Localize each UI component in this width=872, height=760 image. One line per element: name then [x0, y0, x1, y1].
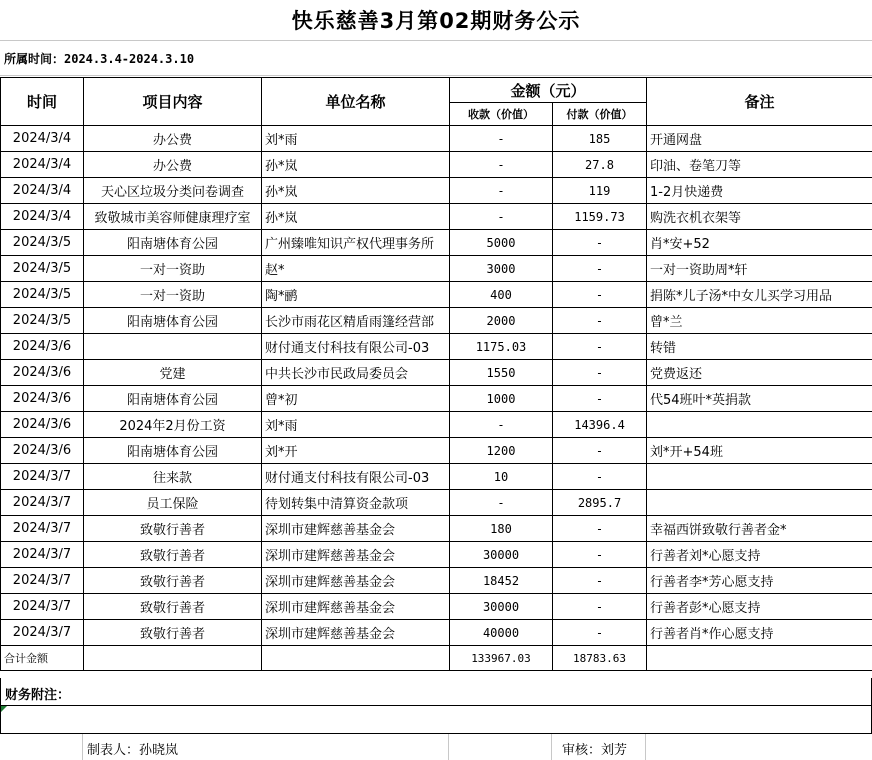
period-label: 所属时间：2024.3.4-2024.3.10 — [4, 52, 195, 66]
cell-item: 阳南塘体育公园 — [84, 438, 262, 464]
cell-item: 一对一资助 — [84, 256, 262, 282]
cell-payment: - — [553, 464, 647, 490]
total-blank-unit — [262, 646, 450, 671]
cell-unit: 孙*岚 — [262, 152, 450, 178]
cell-unit: 刘*开 — [262, 438, 450, 464]
cell-date: 2024/3/6 — [1, 360, 84, 386]
header-amount: 金额（元） — [450, 78, 647, 103]
cell-item: 致敬行善者 — [84, 568, 262, 594]
table-row — [1, 438, 872, 464]
cell-item: 员工保险 — [84, 490, 262, 516]
signature-row — [0, 734, 872, 760]
table-row — [1, 568, 872, 594]
cell-date: 2024/3/6 — [1, 386, 84, 412]
cell-item: 办公费 — [84, 126, 262, 152]
cell-date: 2024/3/6 — [1, 334, 84, 360]
total-receipt: 133967.03 — [450, 646, 553, 671]
table-row — [1, 308, 872, 334]
cell-receipt: 3000 — [450, 256, 553, 282]
cell-item: 阳南塘体育公园 — [84, 230, 262, 256]
cell-date: 2024/3/5 — [1, 282, 84, 308]
header-payment: 付款（价值） — [553, 103, 647, 126]
preparer-label: 制表人：孙晓岚 — [87, 743, 179, 758]
cell-unit: 深圳市建辉慈善基金会 — [262, 542, 450, 568]
cell-unit: 曾*初 — [262, 386, 450, 412]
cell-date: 2024/3/4 — [1, 204, 84, 230]
cell-receipt: - — [450, 126, 553, 152]
header-date: 时间 — [1, 78, 84, 126]
cell-unit: 财付通支付科技有限公司-03 — [262, 334, 450, 360]
total-row — [1, 646, 872, 671]
cell-unit: 深圳市建辉慈善基金会 — [262, 568, 450, 594]
header-unit: 单位名称 — [262, 78, 450, 126]
cell-receipt: - — [450, 490, 553, 516]
cell-payment: - — [553, 230, 647, 256]
cell-date: 2024/3/7 — [1, 568, 84, 594]
cell-unit: 深圳市建辉慈善基金会 — [262, 516, 450, 542]
cell-payment: 1159.73 — [553, 204, 647, 230]
cell-unit: 财付通支付科技有限公司-03 — [262, 464, 450, 490]
cell-receipt: 1000 — [450, 386, 553, 412]
total-label: 合计金额 — [1, 646, 84, 671]
cell-date: 2024/3/6 — [1, 438, 84, 464]
cell-unit: 陶*鹂 — [262, 282, 450, 308]
cell-receipt: 1200 — [450, 438, 553, 464]
cell-note: 开通网盘 — [647, 126, 872, 152]
cell-payment: - — [553, 542, 647, 568]
cell-payment: 27.8 — [553, 152, 647, 178]
period-row — [0, 40, 872, 76]
cell-unit: 待划转集中清算资金款项 — [262, 490, 450, 516]
cell-note: 购洗衣机衣架等 — [647, 204, 872, 230]
sign-cell-blank — [0, 734, 83, 760]
total-blank-item — [84, 646, 262, 671]
total-payment: 18783.63 — [553, 646, 647, 671]
table-row — [1, 542, 872, 568]
cell-date: 2024/3/7 — [1, 490, 84, 516]
cell-receipt: - — [450, 178, 553, 204]
cell-payment: - — [553, 386, 647, 412]
cell-note: 捐陈*儿子汤*中女儿买学习用品 — [647, 282, 872, 308]
ledger-table — [0, 77, 872, 671]
cell-note: 行善者李*芳心愿支持 — [647, 568, 872, 594]
table-row — [1, 282, 872, 308]
table-row — [1, 386, 872, 412]
cell-receipt: 30000 — [450, 594, 553, 620]
cell-note: 刘*开+54班 — [647, 438, 872, 464]
table-row — [1, 334, 872, 360]
cell-note: 幸福西饼致敬行善者金* — [647, 516, 872, 542]
cell-payment: - — [553, 438, 647, 464]
cell-note — [647, 490, 872, 516]
table-row — [1, 360, 872, 386]
cell-payment: - — [553, 308, 647, 334]
cell-item: 2024年2月份工资 — [84, 412, 262, 438]
cell-unit: 长沙市雨花区精盾雨篷经营部 — [262, 308, 450, 334]
table-row — [1, 152, 872, 178]
cell-receipt: 10 — [450, 464, 553, 490]
table-row — [1, 204, 872, 230]
cell-unit: 孙*岚 — [262, 178, 450, 204]
cell-unit: 孙*岚 — [262, 204, 450, 230]
cell-payment: - — [553, 282, 647, 308]
cell-date: 2024/3/5 — [1, 308, 84, 334]
cell-item — [84, 334, 262, 360]
table-row — [1, 594, 872, 620]
cell-item: 阳南塘体育公园 — [84, 308, 262, 334]
cell-note: 党费返还 — [647, 360, 872, 386]
table-row — [1, 412, 872, 438]
cell-receipt: 30000 — [450, 542, 553, 568]
cell-payment: - — [553, 360, 647, 386]
cell-payment: 119 — [553, 178, 647, 204]
cell-payment: - — [553, 568, 647, 594]
cell-note — [647, 412, 872, 438]
cell-unit: 深圳市建辉慈善基金会 — [262, 620, 450, 646]
sign-cell-blank-2 — [449, 734, 552, 760]
cell-note — [647, 464, 872, 490]
finance-note-row — [0, 678, 872, 706]
cell-date: 2024/3/4 — [1, 126, 84, 152]
table-row — [1, 464, 872, 490]
cell-receipt: - — [450, 204, 553, 230]
cell-receipt: 2000 — [450, 308, 553, 334]
cell-unit: 深圳市建辉慈善基金会 — [262, 594, 450, 620]
cell-receipt: - — [450, 152, 553, 178]
ledger-body — [1, 126, 872, 646]
cell-date: 2024/3/6 — [1, 412, 84, 438]
cell-payment: 185 — [553, 126, 647, 152]
total-blank-note — [647, 646, 872, 671]
finance-note-label: 财务附注： — [5, 688, 71, 703]
cell-date: 2024/3/7 — [1, 620, 84, 646]
cell-payment: - — [553, 594, 647, 620]
header-item: 项目内容 — [84, 78, 262, 126]
cell-payment: - — [553, 516, 647, 542]
table-row — [1, 516, 872, 542]
table-row — [1, 230, 872, 256]
cell-receipt: 40000 — [450, 620, 553, 646]
cell-date: 2024/3/5 — [1, 256, 84, 282]
cell-date: 2024/3/5 — [1, 230, 84, 256]
cell-payment: - — [553, 334, 647, 360]
cell-item: 办公费 — [84, 152, 262, 178]
cell-payment: 2895.7 — [553, 490, 647, 516]
cell-receipt: 18452 — [450, 568, 553, 594]
cell-note: 行善者肖*作心愿支持 — [647, 620, 872, 646]
finance-note-content — [0, 706, 872, 734]
cell-note: 转错 — [647, 334, 872, 360]
cell-unit: 广州臻唯知识产权代理事务所 — [262, 230, 450, 256]
cell-unit: 刘*雨 — [262, 126, 450, 152]
cell-note: 曾*兰 — [647, 308, 872, 334]
header-receipt: 收款（价值） — [450, 103, 553, 126]
table-row — [1, 178, 872, 204]
cell-note: 一对一资助周*轩 — [647, 256, 872, 282]
cell-item: 天心区垃圾分类问卷调查 — [84, 178, 262, 204]
table-row — [1, 490, 872, 516]
cell-note: 行善者彭*心愿支持 — [647, 594, 872, 620]
cell-date: 2024/3/7 — [1, 516, 84, 542]
cell-comment-marker-icon — [1, 706, 7, 712]
cell-payment: - — [553, 620, 647, 646]
table-row — [1, 126, 872, 152]
cell-date: 2024/3/4 — [1, 152, 84, 178]
cell-item: 致敬城市美容师健康理疗室 — [84, 204, 262, 230]
cell-item: 一对一资助 — [84, 282, 262, 308]
cell-item: 往来款 — [84, 464, 262, 490]
sign-cell-reviewer — [552, 734, 646, 760]
cell-receipt: 180 — [450, 516, 553, 542]
cell-payment: 14396.4 — [553, 412, 647, 438]
cell-receipt: 1175.03 — [450, 334, 553, 360]
header-note: 备注 — [647, 78, 872, 126]
sign-cell-preparer — [83, 734, 449, 760]
cell-note: 印油、卷笔刀等 — [647, 152, 872, 178]
page-title: 快乐慈善3月第02期财务公示 — [0, 0, 872, 41]
cell-note: 代54班叶*英捐款 — [647, 386, 872, 412]
cell-receipt: 5000 — [450, 230, 553, 256]
cell-receipt: 400 — [450, 282, 553, 308]
cell-note: 1-2月快递费 — [647, 178, 872, 204]
cell-receipt: - — [450, 412, 553, 438]
cell-receipt: 1550 — [450, 360, 553, 386]
cell-date: 2024/3/7 — [1, 464, 84, 490]
cell-item: 致敬行善者 — [84, 542, 262, 568]
cell-item: 致敬行善者 — [84, 620, 262, 646]
cell-note: 行善者刘*心愿支持 — [647, 542, 872, 568]
cell-unit: 刘*雨 — [262, 412, 450, 438]
cell-unit: 中共长沙市民政局委员会 — [262, 360, 450, 386]
cell-note: 肖*安+52 — [647, 230, 872, 256]
cell-payment: - — [553, 256, 647, 282]
reviewer-label: 审核：刘芳 — [562, 743, 628, 758]
cell-date: 2024/3/7 — [1, 594, 84, 620]
cell-item: 党建 — [84, 360, 262, 386]
table-row — [1, 620, 872, 646]
cell-item: 致敬行善者 — [84, 594, 262, 620]
table-row — [1, 256, 872, 282]
cell-item: 致敬行善者 — [84, 516, 262, 542]
cell-date: 2024/3/7 — [1, 542, 84, 568]
cell-unit: 赵* — [262, 256, 450, 282]
cell-date: 2024/3/4 — [1, 178, 84, 204]
cell-item: 阳南塘体育公园 — [84, 386, 262, 412]
